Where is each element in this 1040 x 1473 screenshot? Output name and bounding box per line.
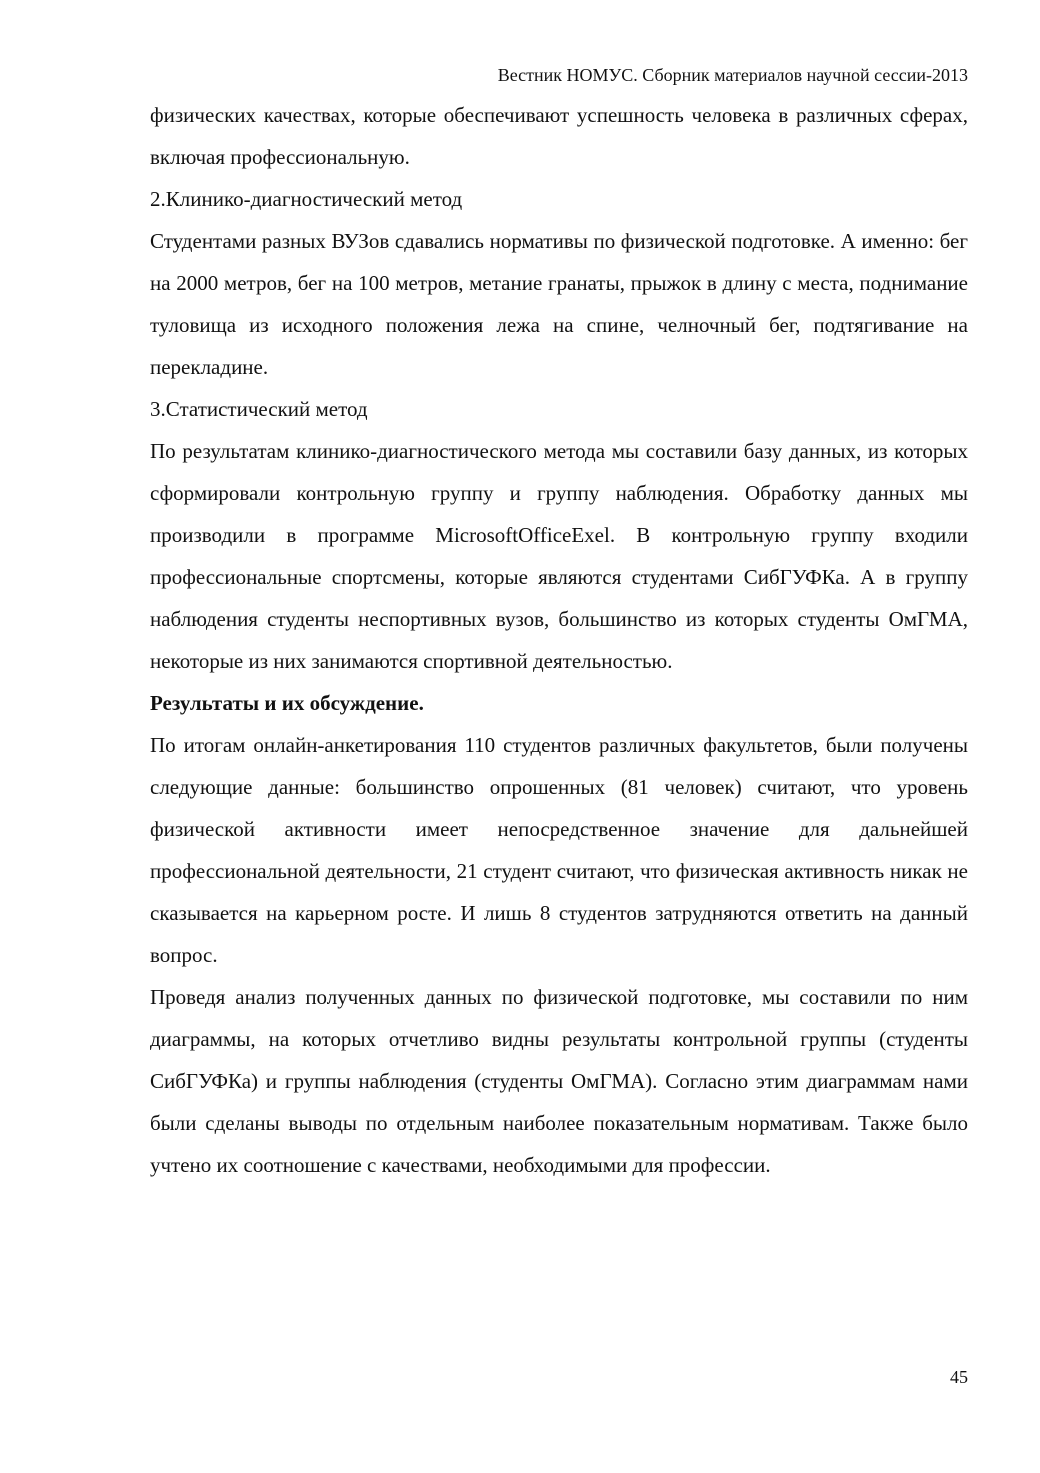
document-body — [150, 94, 968, 1186]
paragraph-survey-results: По итогам онлайн-анкетирования 110 студентов различных факультетов, были получены следующие данные: большинство опрошенных (81 человек) считают, что уровень физической активности имеет непосредственное значение для дальнейшей профессиональной деятельности, 21 студент считают, что физическая активность никак не сказывается на карьерном росте. И лишь 8 студентов затрудняются ответить на данный вопрос. — [150, 733, 968, 967]
paragraph-analysis: Проведя анализ полученных данных по физической подготовке, мы составили по ним диаграммы, на которых отчетливо видны результаты контрольной группы (студенты СибГУФКа) и группы наблюдения (студенты ОмГМА). Согласно этим диаграммам нами были сделаны выводы по отдельным наиболее показательным нормативам. Также было учтено их соотношение с качествами, необходимыми для профессии. — [150, 985, 968, 1177]
paragraph-physical-qualities: физических качествах, которые обеспечивают успешность человека в различных сферах, включая профессиональную. — [150, 103, 968, 169]
section-clinical-method: 2.Клинико-диагностический метод — [150, 187, 463, 211]
paragraph-standards: Студентами разных ВУЗов сдавались нормативы по физической подготовке. А именно: бег на 2000 метров, бег на 100 метров, метание гранаты, прыжок в длину с места, поднимание туловища из исходного положения лежа на спине, челночный бег, подтягивание на перекладине. — [150, 229, 968, 379]
page-number: 45 — [950, 1367, 968, 1387]
paragraph-database: По результатам клинико-диагностического метода мы составили базу данных, из которых сформировали контрольную группу и группу наблюдения. Обработку данных мы производили в программе MicrosoftOfficeExel. В контрольную группу входили профессиональные спортсмены, которые являются студентами СибГУФКа. А в группу наблюдения студенты неспортивных вузов, большинство из которых студенты ОмГМА, некоторые из них занимаются спортивной деятельностью. — [150, 439, 968, 673]
running-header: Вестник НОМУС. Сборник материалов научной сессии-2013 — [497, 65, 968, 85]
section-statistical-method: 3.Статистический метод — [150, 397, 368, 421]
section-results-heading: Результаты и их обсуждение. — [150, 691, 424, 715]
